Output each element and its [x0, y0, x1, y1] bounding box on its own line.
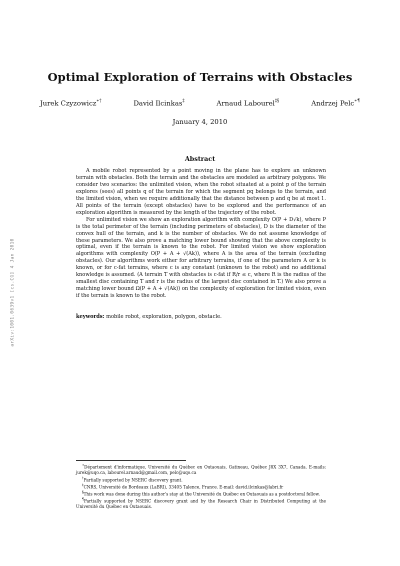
footnote-mark: ‡	[82, 482, 84, 487]
footnote-text: Département d'informatique, Université du Québec en Outaouais, Gatineau, Québec J8X 3X7, Canada. E-mails: jurek@uqo.ca, labourel.arnaud@gmail.com, pelc@uqo.ca	[76, 464, 326, 476]
footnote-text: This work was done during this author's stay at the Université du Québec en Outaouais as a postdoctoral fellow.	[83, 491, 320, 497]
footnote-text: Partially supported by NSERC discovery grant.	[83, 477, 183, 483]
abstract-paragraph: A mobile robot represented by a point moving in the plane has to explore an unknown terrain with obstacles. Both the terrain and the obstacles are modeled as arbitrary polygons. We consider two scenarios: the unlimited vision, when the robot situated at a point p of the terrain explores (sees) all points q of the terrain for which the segment pq belongs to the terrain, and the limited vision, when we require additionally that the distance between p and q be at most 1. All points of the terrain (except obstacles) have to be explored and the performance of an exploration algorithm is measured by the length of the trajectory of the robot.	[76, 168, 326, 216]
author-affiliation-marks: ∗†	[96, 99, 102, 104]
footnote	[76, 476, 326, 483]
abstract-body	[76, 168, 326, 300]
abstract-heading: Abstract	[184, 155, 216, 163]
footnote-mark: †	[82, 475, 84, 480]
author	[311, 99, 360, 107]
arxiv-identifier: arXiv:1001.0639v1 [cs.CG] 4 Jan 2010	[10, 238, 16, 347]
author-affiliation-marks: ‡§	[274, 99, 280, 104]
footnote	[76, 483, 326, 490]
author-name: Andrzej Pelc	[311, 99, 355, 108]
author	[217, 99, 280, 107]
footnote	[76, 463, 326, 476]
footnote-mark: ¶	[82, 497, 85, 502]
paper-title: Optimal Exploration of Terrains with Obstacles	[47, 70, 353, 84]
author-name: Arnaud Labourel	[216, 99, 275, 108]
author	[133, 99, 184, 107]
keywords-label: keywords:	[76, 314, 105, 320]
paper-date: January 4, 2010	[172, 118, 228, 126]
author-affiliation-marks: ‡	[182, 99, 185, 104]
abstract-paragraph: For unlimited vision we show an exploration algorithm with complexity O(P + D√k), where P is the total perimeter of the terrain (including perimeters of obstacles), D is the diameter of the convex hull of the terrain, and k is the number of obstacles. We do not assume knowledge of these parameters. We also prove a matching lower bound showing that the above complexity is optimal, even if the terrain is known to the robot. For limited vision we show exploration algorithms with complexity O(P + A + √(Ak)), where A is the area of the terrain (excluding obstacles). Our algorithms work either for arbitrary terrains, if one of the parameters A or k is known, or for c-fat terrains, where c is any constant (unknown to the robot) and no additional knowledge is assumed. (A terrain T with obstacles is c-fat if R/r ≤ c, where R is the radius of the smallest disc containing T and r is the radius of the largest disc contained in T.) We also prove a matching lower bound Ω(P + A + √(Ak)) on the complexity of exploration for limited vision, even if the terrain is known to the robot.	[76, 216, 326, 300]
keywords	[76, 314, 326, 320]
footnote	[76, 497, 326, 510]
author-name: Jurek Czyzowicz	[40, 99, 97, 108]
footnote	[76, 490, 326, 497]
footnote-text: Partially supported by NSERC discovery grant and by the Research Chair in Distributed Computing at the Université du Québec en Outaouais.	[76, 498, 326, 510]
arxiv-sidebar-stamp	[3, 190, 16, 410]
footnote-text: CNRS, Université de Bordeaux (LaBRI), 33405 Talence, France. E-mail: david.ilcinkas@labri.fr	[83, 484, 284, 490]
keywords-text: mobile robot, exploration, polygon, obstacle.	[106, 314, 222, 320]
footnotes	[76, 463, 326, 510]
author	[40, 99, 102, 107]
author-affiliation-marks: ∗¶	[354, 99, 360, 104]
author-name: David Ilcinkas	[133, 99, 183, 108]
footnote-divider	[76, 460, 186, 461]
footnote-mark: §	[82, 489, 84, 494]
author-list	[40, 99, 360, 107]
footnote-mark: ∗	[82, 463, 85, 467]
